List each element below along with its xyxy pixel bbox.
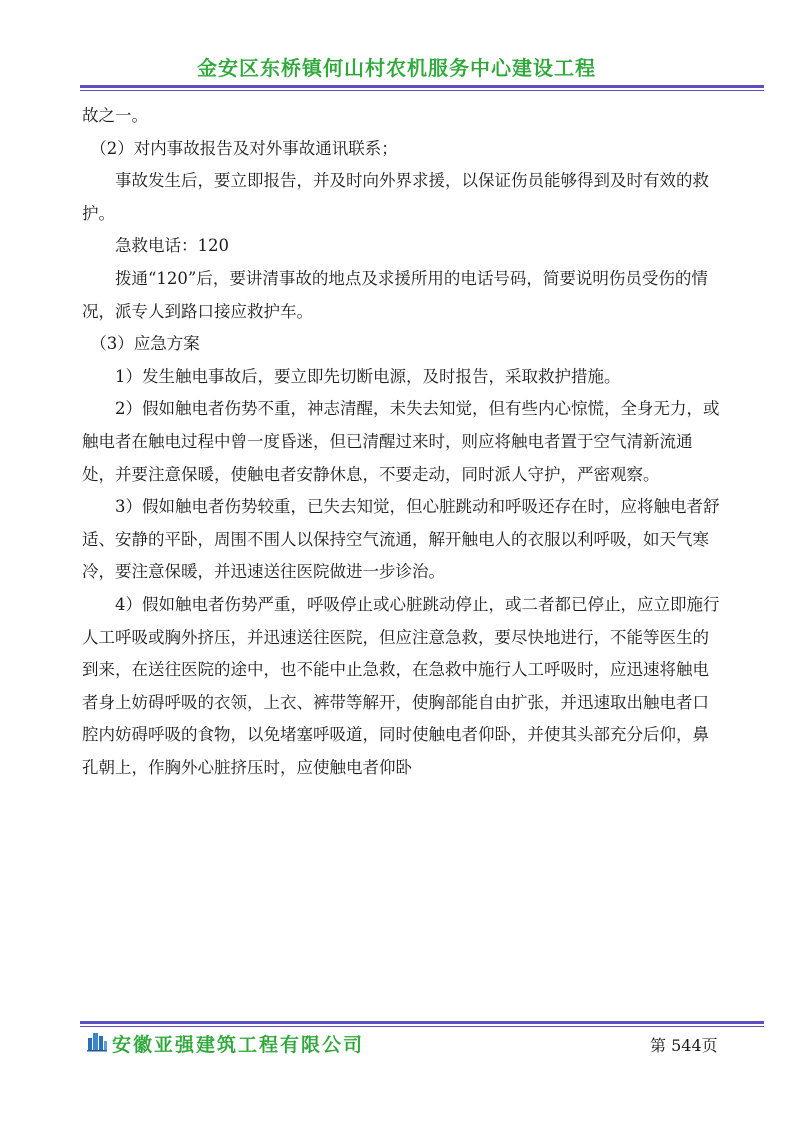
building-logo-icon (86, 1030, 108, 1052)
paragraph: 2）假如触电者伤势不重，神志清醒，未失去知觉，但有些内心惊慌，全身无力，或触电者在触电过程中曾一度昏迷，但已清醒过来时，则应将触电者置于空气清新流通处，并要注意保暖，使触电者安静休息，不要走动，同时派人守护，严密观察。 (82, 399, 720, 484)
paragraph: （3）应急方案 (82, 334, 200, 354)
paragraph: 1）发生触电事故后，要立即先切断电源，及时报告，采取救护措施。 (82, 366, 621, 386)
document-body (82, 100, 720, 784)
paragraph: 故之一。 (82, 106, 148, 125)
paragraph: 急救电话：120 (82, 236, 229, 256)
paragraph: 4）假如触电者伤势严重，呼吸停止或心脏跳动停止，或二者都已停止，应立即施行人工呼吸或胸外挤压，并迅速送往医院，但应注意急救，要尽快地进行，不能等医生的到来，在送往医院的途中，也不能中止急救，在急救中施行人工呼吸时，应迅速将触电者身上妨碍呼吸的衣领，上衣、裤带等解开，使胸部能自由扩张，并迅速取出触电者口腔内妨碍呼吸的食物，以免堵塞呼吸道，同时使触电者仰卧，并使其头部充分后仰，鼻孔朝上，作胸外心脏挤压时，应使触电者仰卧 (82, 594, 720, 777)
page-number: 第 544页 (650, 1036, 718, 1055)
paragraph: 事故发生后，要立即报告，并及时向外界求援，以保证伤员能够得到及时有效的救护。 (82, 171, 709, 223)
footer-rule (80, 1021, 764, 1027)
paragraph: 3）假如触电者伤势较重，已失去知觉，但心脏跳动和呼吸还存在时，应将触电者舒适、安静的平卧，周围不围人以保持空气流通，解开触电人的衣服以利呼吸，如天气寒冷，要注意保暖，并迅速送往医院做进一步诊治。 (82, 497, 720, 582)
paragraph: （2）对内事故报告及对外事故通讯联系； (82, 138, 398, 158)
footer-company-name: 安徽亚强建筑工程有限公司 (112, 1034, 365, 1056)
header-title: 金安区东桥镇何山村农机服务中心建设工程 (197, 56, 596, 80)
header-rule (80, 85, 764, 91)
paragraph: 拨通“120”后，要讲清事故的地点及求援所用的电话号码，简要说明伤员受伤的情况，派专人到路口接应救护车。 (82, 268, 708, 321)
